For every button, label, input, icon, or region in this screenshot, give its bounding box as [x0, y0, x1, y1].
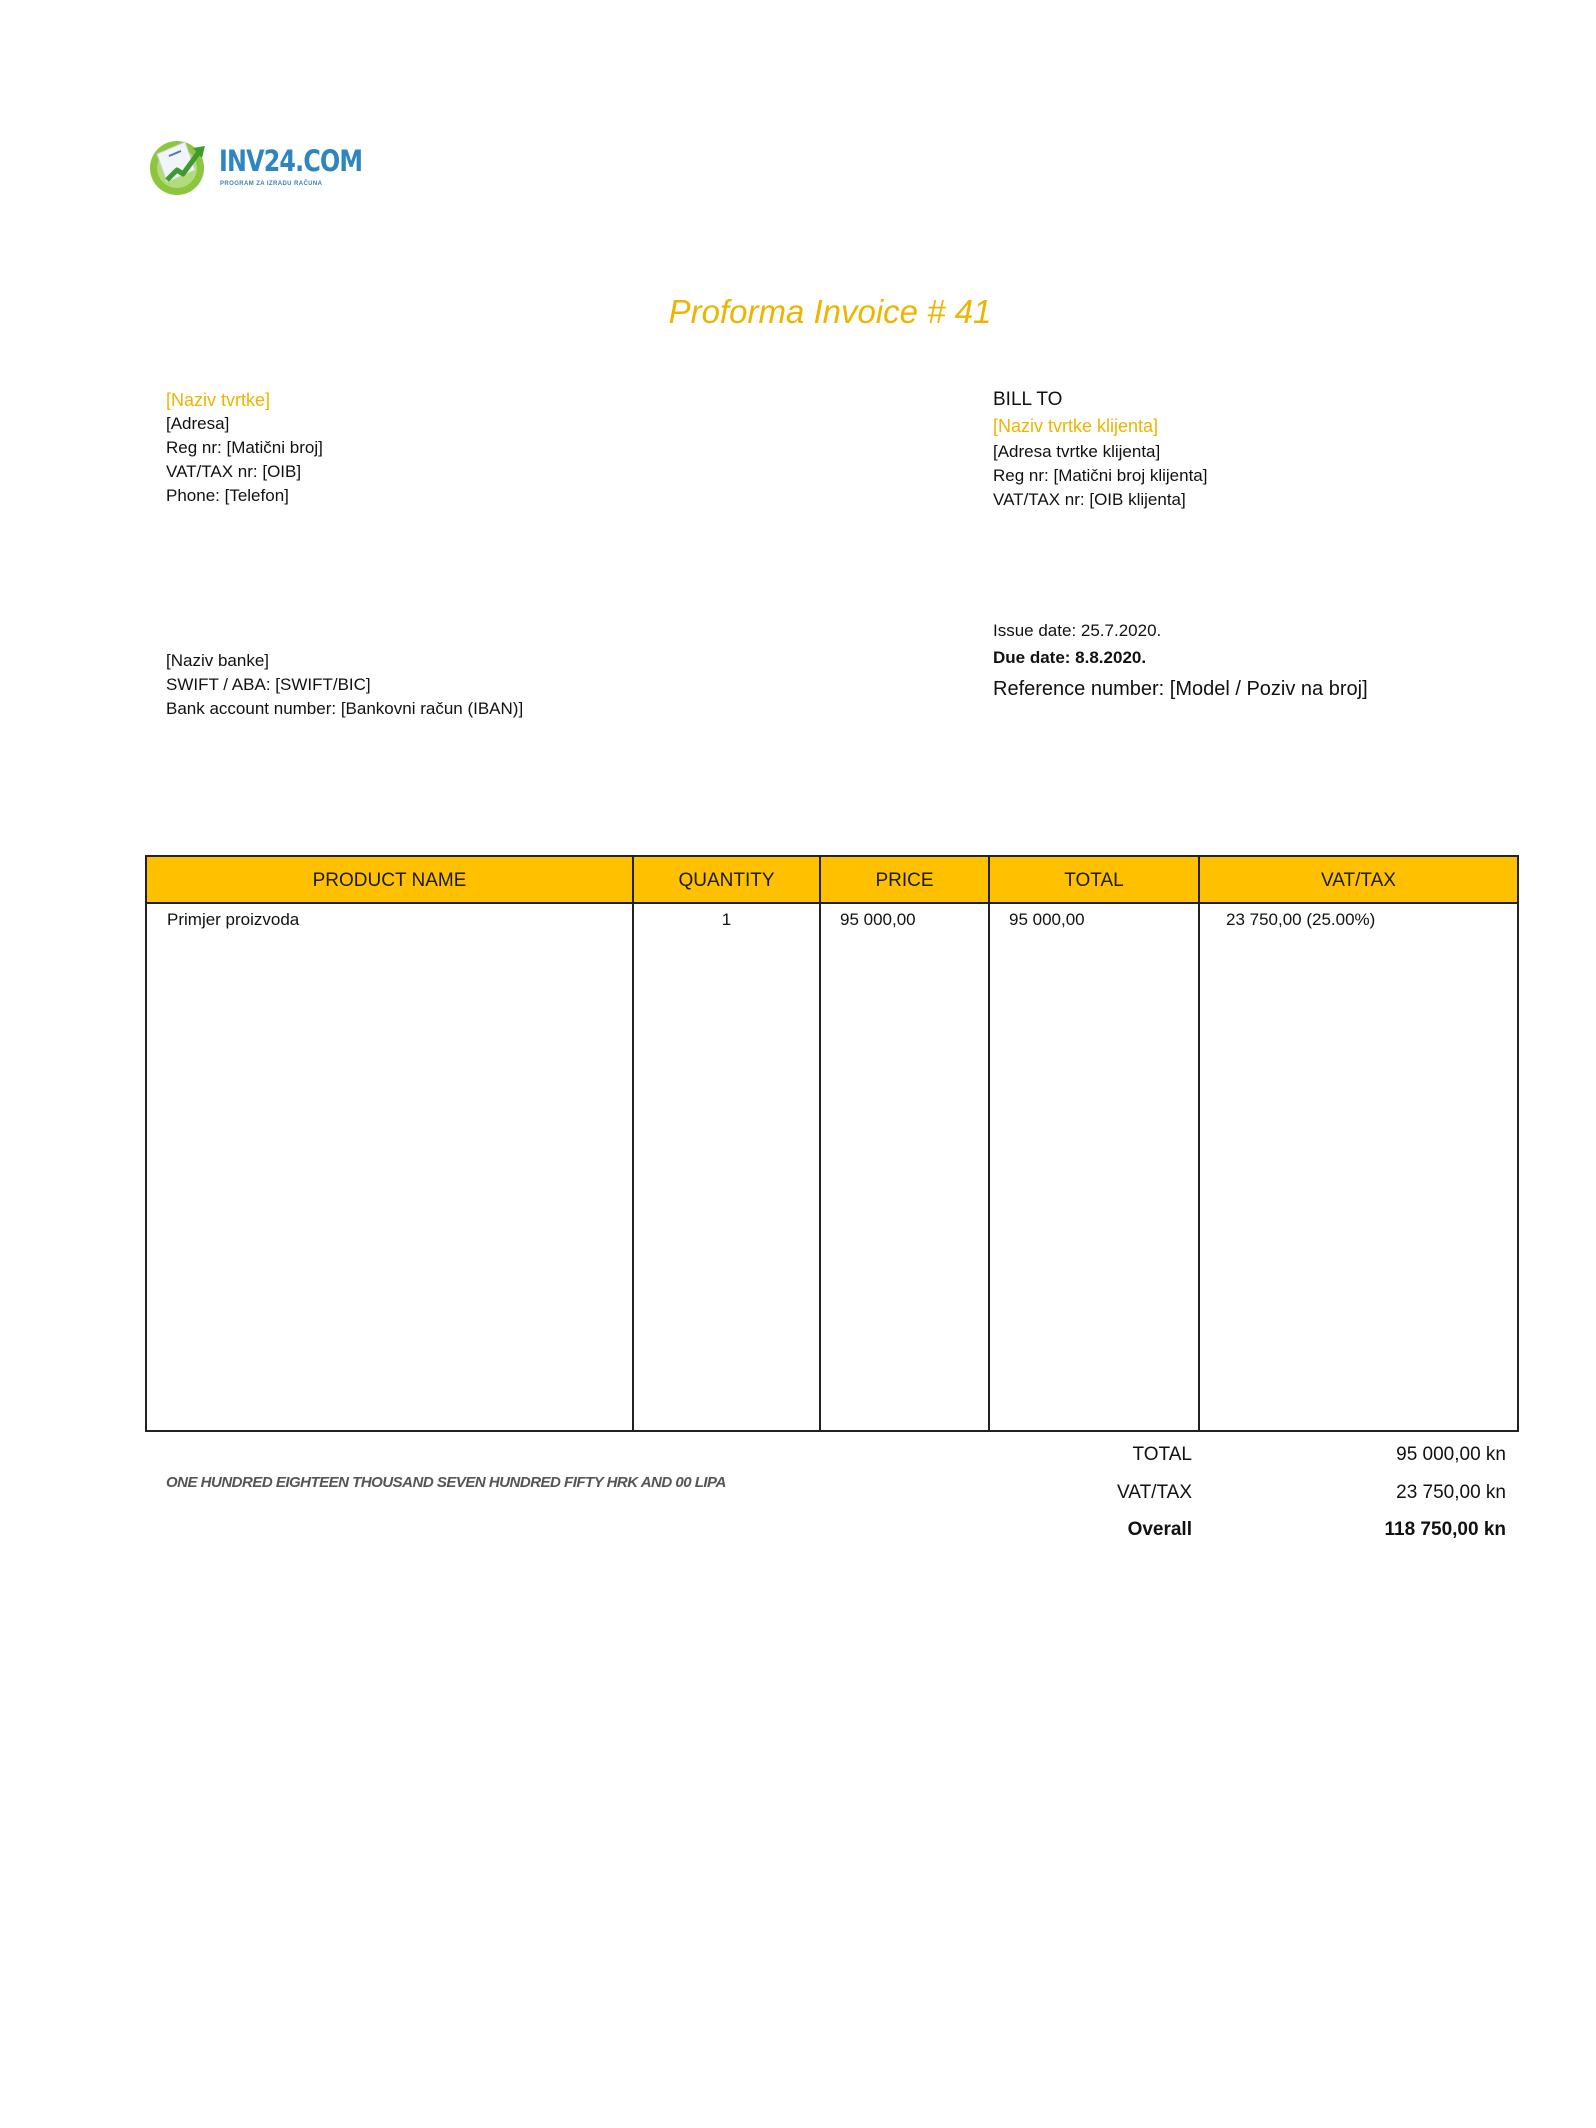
- column-divider: [632, 857, 634, 1430]
- overall-value: 118 750,00 kn: [1384, 1519, 1506, 1540]
- logo-brand-text: INV24.COM: [219, 144, 363, 178]
- cell-product-name: Primjer proizvoda: [167, 910, 300, 929]
- column-divider: [988, 857, 990, 1430]
- seller-phone: Phone: [Telefon]: [166, 486, 289, 505]
- bank-name: [Naziv banke]: [166, 651, 269, 670]
- bank-account: Bank account number: [Bankovni račun (IBAN)]: [166, 699, 524, 718]
- seller-vat: VAT/TAX nr: [OIB]: [166, 462, 302, 481]
- client-vat: VAT/TAX nr: [OIB klijenta]: [993, 490, 1186, 509]
- cell-vat-tax: 23 750,00 (25.00%): [1226, 910, 1376, 929]
- due-date: Due date: 8.8.2020.: [993, 648, 1147, 667]
- client-address: [Adresa tvrtke klijenta]: [993, 442, 1161, 461]
- issue-date: Issue date: 25.7.2020.: [993, 621, 1162, 640]
- cell-total: 95 000,00: [1009, 910, 1085, 929]
- bank-swift: SWIFT / ABA: [SWIFT/BIC]: [166, 675, 371, 694]
- header-total: TOTAL: [1064, 870, 1124, 891]
- total-label: TOTAL: [1132, 1444, 1192, 1465]
- bill-to-heading: BILL TO: [993, 389, 1063, 410]
- cell-price: 95 000,00: [840, 910, 916, 929]
- header-vat-tax: VAT/TAX: [1321, 870, 1396, 891]
- bill-to-block: [993, 388, 1207, 512]
- document-title: Proforma Invoice # 41: [668, 293, 992, 330]
- cell-quantity: 1: [721, 910, 732, 929]
- logo-tagline: PROGRAM ZA IZRADU RAČUNA: [220, 181, 323, 187]
- column-divider: [1198, 857, 1200, 1430]
- amount-in-words: ONE HUNDRED EIGHTEEN THOUSAND SEVEN HUNDRED FIFTY HRK AND 00 LIPA: [166, 1474, 726, 1491]
- seller-block: [166, 388, 323, 508]
- client-reg: Reg nr: [Matični broj klijenta]: [993, 466, 1208, 485]
- vat-value: 23 750,00 kn: [1396, 1482, 1506, 1503]
- overall-label: Overall: [1127, 1519, 1192, 1540]
- header-price: PRICE: [875, 870, 934, 891]
- header-quantity: QUANTITY: [678, 870, 775, 891]
- seller-reg: Reg nr: [Matični broj]: [166, 438, 323, 457]
- invoice-growth-logo-icon: [147, 136, 209, 196]
- header-product-name: PRODUCT NAME: [312, 870, 467, 891]
- seller-name: [Naziv tvrtke]: [166, 390, 271, 410]
- bank-block: [166, 649, 523, 721]
- company-logo: [147, 136, 363, 198]
- vat-label: VAT/TAX: [1117, 1482, 1192, 1503]
- total-value: 95 000,00 kn: [1396, 1444, 1506, 1465]
- dates-block: [993, 619, 1368, 705]
- items-table: [145, 855, 1519, 1432]
- column-divider: [819, 857, 821, 1430]
- seller-address: [Adresa]: [166, 414, 230, 433]
- reference-number: Reference number: [Model / Poziv na broj]: [993, 678, 1368, 700]
- client-name: [Naziv tvrtke klijenta]: [993, 416, 1159, 436]
